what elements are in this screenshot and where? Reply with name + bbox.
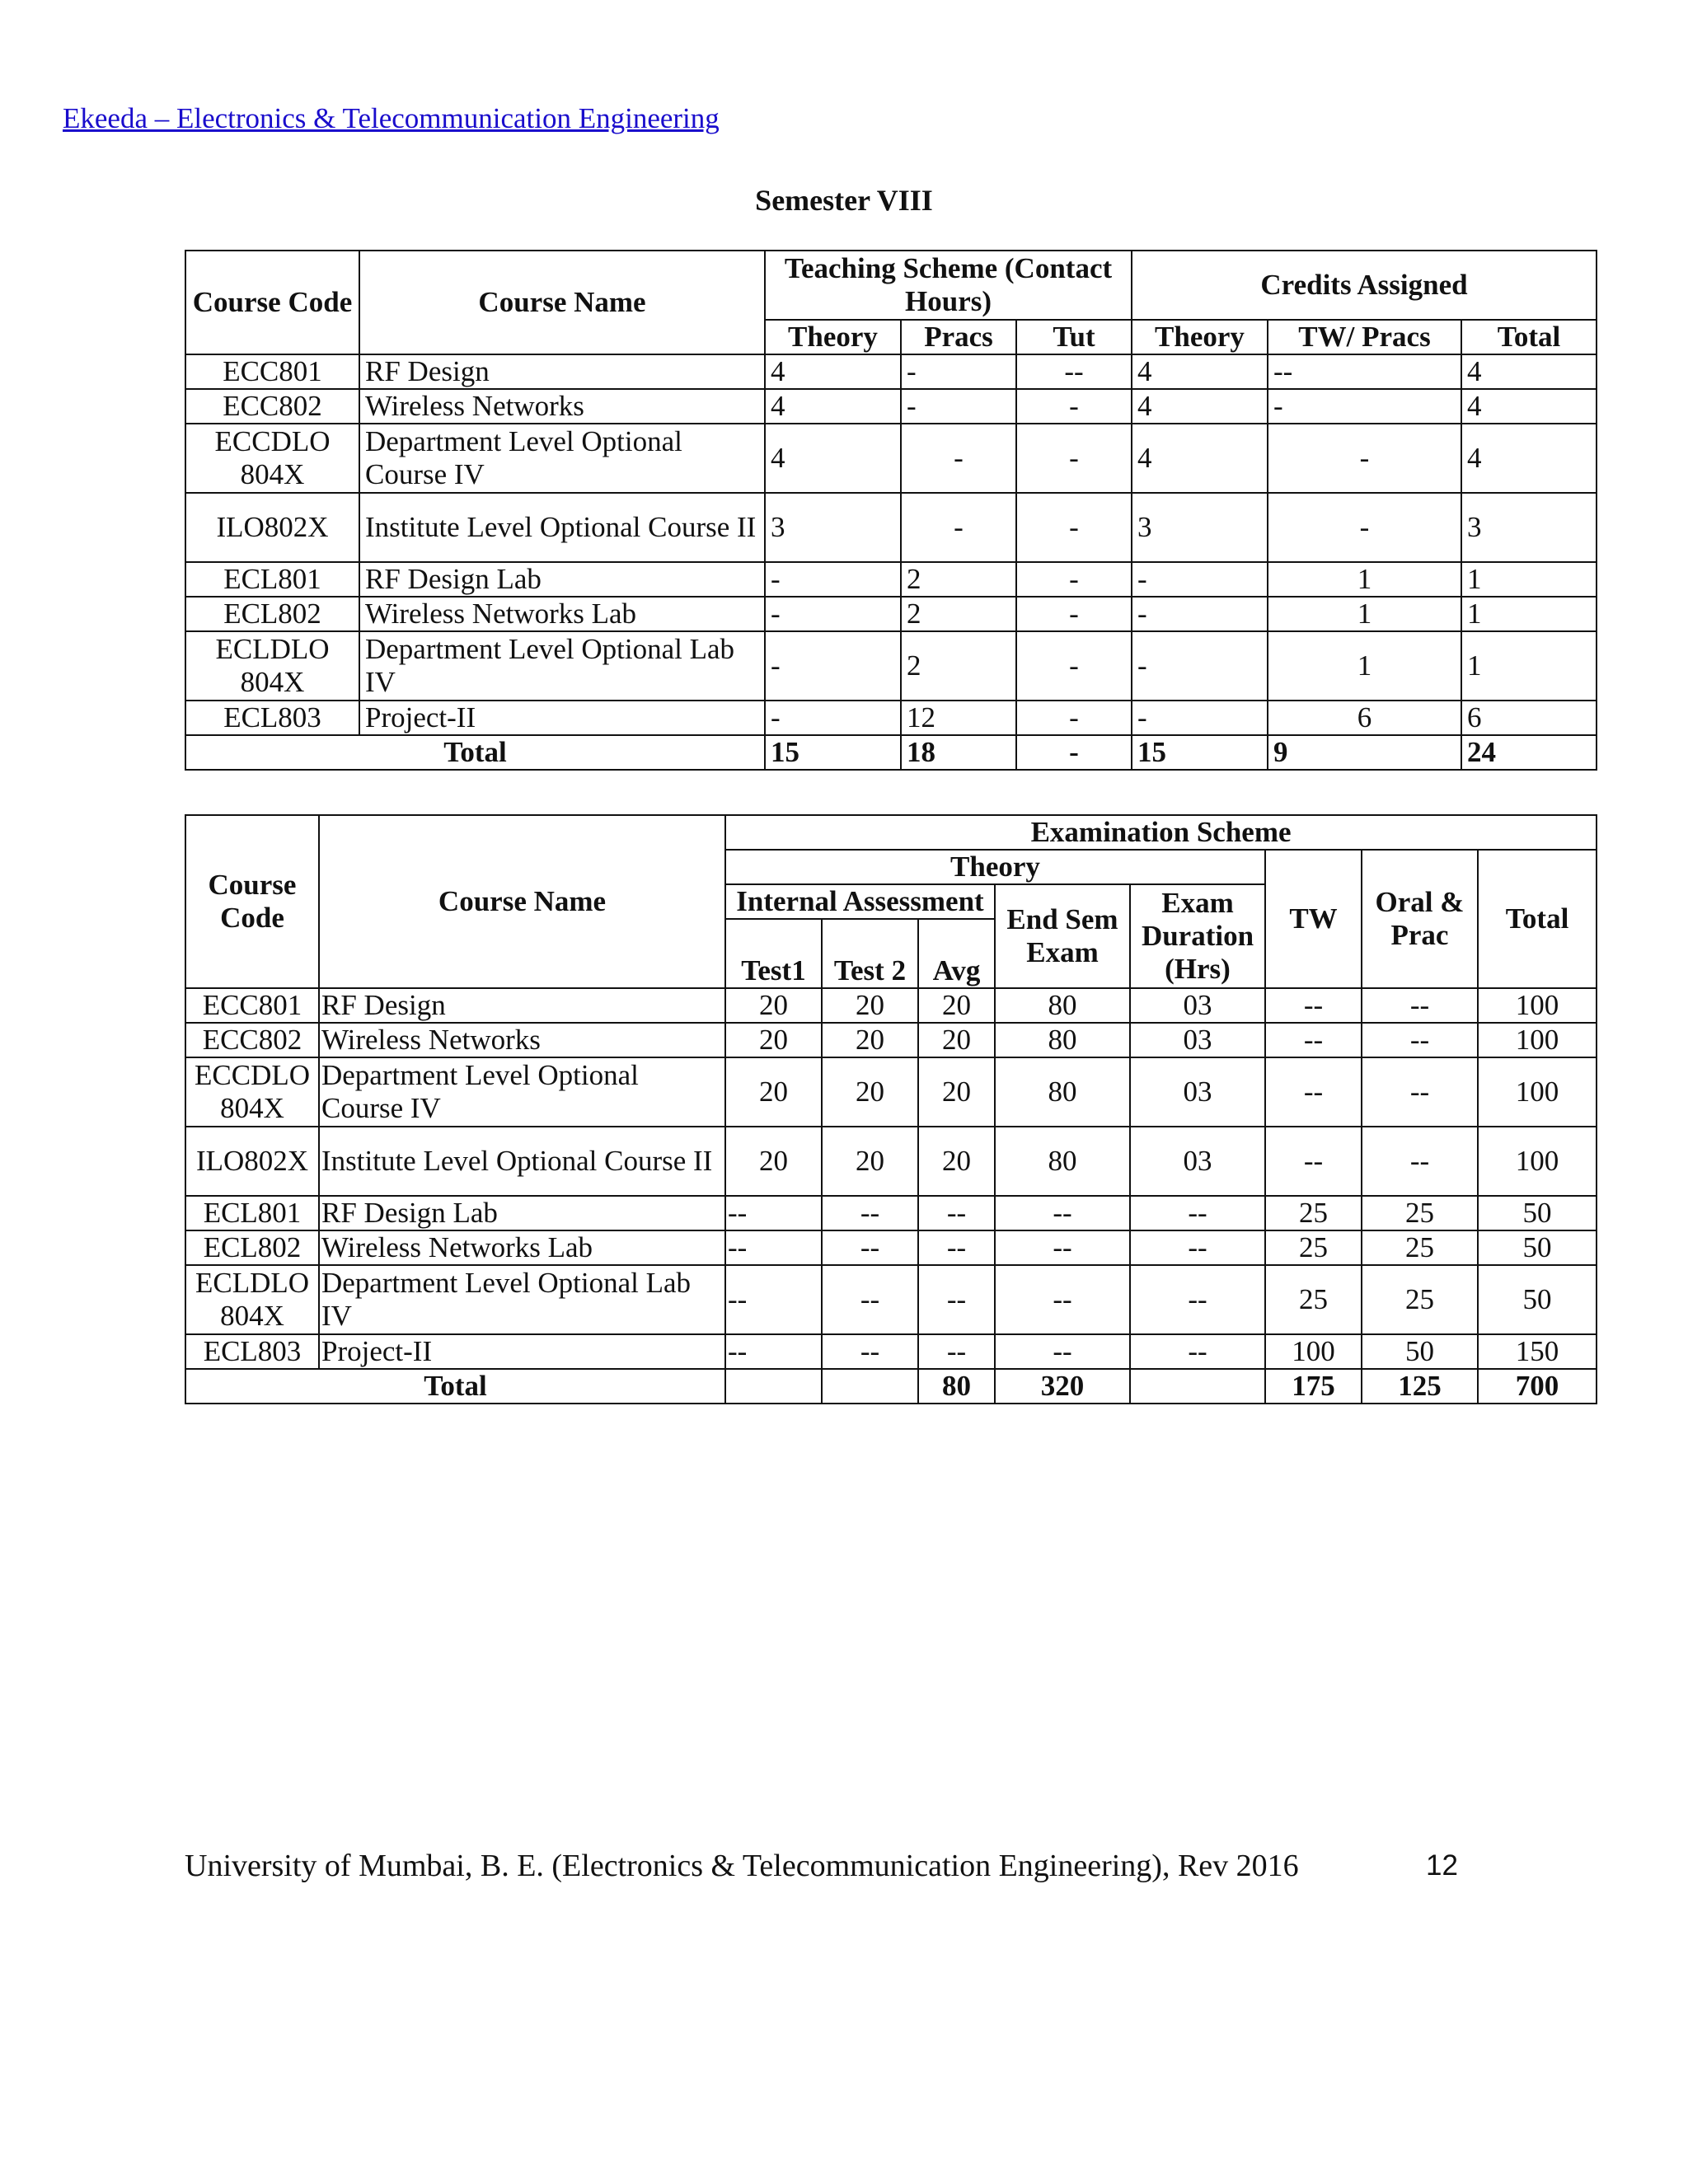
course-name: Department Level Optional Lab IV [359, 631, 765, 701]
credit-total: 3 [1461, 493, 1597, 562]
end-sem-exam: -- [995, 1230, 1130, 1265]
tw: -- [1265, 1057, 1362, 1127]
avg: 20 [918, 988, 995, 1023]
total-test1 [725, 1369, 822, 1404]
course-code: ECL803 [185, 1334, 319, 1369]
table-row [185, 1230, 1597, 1265]
exam-header-avg: Avg [918, 919, 995, 988]
tw: -- [1265, 1023, 1362, 1057]
end-sem-exam: 80 [995, 1057, 1130, 1127]
course-name: Institute Level Optional Course II [319, 1127, 725, 1196]
credit-total: 6 [1461, 701, 1597, 735]
test1: 20 [725, 1023, 822, 1057]
test1: -- [725, 1334, 822, 1369]
table-row [185, 988, 1597, 1023]
exam-duration: 03 [1130, 1057, 1265, 1127]
tut-hours: - [1016, 597, 1132, 631]
header-total: Total [1461, 320, 1597, 354]
end-sem-exam: -- [995, 1334, 1130, 1369]
header-course-code: Course Code [185, 251, 359, 354]
table-row [185, 1057, 1597, 1127]
total-tw: 175 [1265, 1369, 1362, 1404]
total-oral-prac: 125 [1362, 1369, 1478, 1404]
total-label: Total [185, 735, 765, 770]
exam-duration: -- [1130, 1265, 1265, 1334]
tw: 100 [1265, 1334, 1362, 1369]
course-code: ECC802 [185, 1023, 319, 1057]
exam-header-end-sem-exam: End Sem Exam [995, 884, 1130, 988]
exam-duration: 03 [1130, 988, 1265, 1023]
end-sem-exam: 80 [995, 1023, 1130, 1057]
course-code: ECL801 [185, 562, 359, 597]
theory-hours: - [765, 562, 901, 597]
theory-hours: - [765, 631, 901, 701]
exam-duration: -- [1130, 1230, 1265, 1265]
tut-hours: - [1016, 701, 1132, 735]
exam-header-oral-prac: Oral & Prac [1362, 850, 1478, 988]
total-avg: 80 [918, 1369, 995, 1404]
course-code: ILO802X [185, 1127, 319, 1196]
header-credits-assigned: Credits Assigned [1132, 251, 1597, 320]
pracs-hours: - [901, 424, 1016, 493]
avg: -- [918, 1265, 995, 1334]
course-name: Wireless Networks [319, 1023, 725, 1057]
total-pracs: 18 [901, 735, 1016, 770]
credit-tw-pracs: 1 [1268, 562, 1461, 597]
credit-tw-pracs: - [1268, 424, 1461, 493]
course-name: RF Design [359, 354, 765, 389]
total: 100 [1478, 1057, 1597, 1127]
exam-header-test2: Test 2 [822, 919, 918, 988]
course-code: ECC801 [185, 354, 359, 389]
page-number: 12 [1426, 1849, 1458, 1882]
course-code: ECC801 [185, 988, 319, 1023]
theory-hours: - [765, 597, 901, 631]
course-name: Department Level Optional Lab IV [319, 1265, 725, 1334]
teaching-scheme-table [185, 250, 1597, 771]
table-row [185, 631, 1597, 701]
end-sem-exam: 80 [995, 988, 1130, 1023]
credit-total: 4 [1461, 389, 1597, 424]
tw: -- [1265, 988, 1362, 1023]
exam-header-tw: TW [1265, 850, 1362, 988]
exam-header-examination-scheme: Examination Scheme [725, 815, 1597, 850]
test2: 20 [822, 1023, 918, 1057]
exam-header-total: Total [1478, 850, 1597, 988]
total-test2 [822, 1369, 918, 1404]
theory-hours: 4 [765, 354, 901, 389]
course-name: Wireless Networks Lab [359, 597, 765, 631]
pracs-hours: 2 [901, 597, 1016, 631]
exam-header-theory: Theory [725, 850, 1265, 884]
pracs-hours: - [901, 493, 1016, 562]
test2: -- [822, 1265, 918, 1334]
course-name: Department Level Optional Course IV [359, 424, 765, 493]
course-code: ECL801 [185, 1196, 319, 1230]
tw: 25 [1265, 1265, 1362, 1334]
total-end-sem-exam: 320 [995, 1369, 1130, 1404]
end-sem-exam: -- [995, 1265, 1130, 1334]
tw: -- [1265, 1127, 1362, 1196]
course-code: ECL802 [185, 1230, 319, 1265]
course-name: Department Level Optional Course IV [319, 1057, 725, 1127]
footer-text: University of Mumbai, B. E. (Electronics & Telecommunication Engineering), Rev 2016 [185, 1849, 1299, 1883]
header-tut: Tut [1016, 320, 1132, 354]
table-row [185, 1023, 1597, 1057]
total: 100 [1478, 1023, 1597, 1057]
total-credit-tw-pracs: 9 [1268, 735, 1461, 770]
total-exam-duration [1130, 1369, 1265, 1404]
oral-prac: -- [1362, 1057, 1478, 1127]
pracs-hours: 2 [901, 631, 1016, 701]
course-name: Wireless Networks [359, 389, 765, 424]
theory-hours: 4 [765, 424, 901, 493]
oral-prac: -- [1362, 988, 1478, 1023]
test1: -- [725, 1230, 822, 1265]
course-code: ECCDLO 804X [185, 1057, 319, 1127]
total-theory: 15 [765, 735, 901, 770]
theory-hours: - [765, 701, 901, 735]
oral-prac: -- [1362, 1127, 1478, 1196]
credit-tw-pracs: 1 [1268, 631, 1461, 701]
header-credit-theory: Theory [1132, 320, 1268, 354]
total-total: 700 [1478, 1369, 1597, 1404]
course-name: RF Design Lab [319, 1196, 725, 1230]
test2: 20 [822, 1057, 918, 1127]
end-sem-exam: -- [995, 1196, 1130, 1230]
total: 50 [1478, 1265, 1597, 1334]
exam-duration: 03 [1130, 1023, 1265, 1057]
tw: 25 [1265, 1196, 1362, 1230]
header-theory: Theory [765, 320, 901, 354]
course-name: Project-II [319, 1334, 725, 1369]
avg: 20 [918, 1057, 995, 1127]
header-teaching-scheme: Teaching Scheme (Contact Hours) [765, 251, 1132, 320]
course-name: Wireless Networks Lab [319, 1230, 725, 1265]
table-row [185, 354, 1597, 389]
oral-prac: 25 [1362, 1196, 1478, 1230]
credit-total: 4 [1461, 424, 1597, 493]
table-row [185, 1196, 1597, 1230]
course-code: ILO802X [185, 493, 359, 562]
credit-tw-pracs: 6 [1268, 701, 1461, 735]
avg: 20 [918, 1023, 995, 1057]
table-row [185, 1334, 1597, 1369]
total: 50 [1478, 1230, 1597, 1265]
credit-theory: 4 [1132, 424, 1268, 493]
credit-theory: - [1132, 701, 1268, 735]
avg: -- [918, 1196, 995, 1230]
test1: -- [725, 1265, 822, 1334]
credit-tw-pracs: - [1268, 389, 1461, 424]
table-row [185, 701, 1597, 735]
credit-tw-pracs: -- [1268, 354, 1461, 389]
course-code: ECL803 [185, 701, 359, 735]
total: 150 [1478, 1334, 1597, 1369]
test2: 20 [822, 988, 918, 1023]
total-credit-total: 24 [1461, 735, 1597, 770]
credit-tw-pracs: 1 [1268, 597, 1461, 631]
tut-hours: -- [1016, 354, 1132, 389]
course-code: ECLDLO 804X [185, 1265, 319, 1334]
table-row [185, 1265, 1597, 1334]
pracs-hours: 12 [901, 701, 1016, 735]
table-row [185, 597, 1597, 631]
total-row [185, 1369, 1597, 1404]
credit-total: 1 [1461, 597, 1597, 631]
tw: 25 [1265, 1230, 1362, 1265]
test2: -- [822, 1334, 918, 1369]
test1: 20 [725, 1127, 822, 1196]
course-code: ECL802 [185, 597, 359, 631]
exam-header-test1: Test1 [725, 919, 822, 988]
exam-duration: 03 [1130, 1127, 1265, 1196]
credit-total: 4 [1461, 354, 1597, 389]
test2: -- [822, 1230, 918, 1265]
header-link[interactable]: Ekeeda – Electronics & Telecommunication Engineering [63, 102, 720, 134]
test2: -- [822, 1196, 918, 1230]
test2: 20 [822, 1127, 918, 1196]
course-code: ECCDLO 804X [185, 424, 359, 493]
test1: -- [725, 1196, 822, 1230]
header-pracs: Pracs [901, 320, 1016, 354]
course-name: Project-II [359, 701, 765, 735]
oral-prac: 25 [1362, 1230, 1478, 1265]
total-tut: - [1016, 735, 1132, 770]
total: 50 [1478, 1196, 1597, 1230]
course-name: RF Design Lab [359, 562, 765, 597]
tut-hours: - [1016, 493, 1132, 562]
examination-scheme-table [185, 814, 1597, 1404]
table-row [185, 424, 1597, 493]
course-code: ECC802 [185, 389, 359, 424]
oral-prac: 25 [1362, 1265, 1478, 1334]
header-course-name: Course Name [359, 251, 765, 354]
table-row [185, 562, 1597, 597]
avg: 20 [918, 1127, 995, 1196]
avg: -- [918, 1230, 995, 1265]
credit-theory: 4 [1132, 389, 1268, 424]
credit-total: 1 [1461, 631, 1597, 701]
credit-tw-pracs: - [1268, 493, 1461, 562]
oral-prac: -- [1362, 1023, 1478, 1057]
theory-hours: 4 [765, 389, 901, 424]
total: 100 [1478, 988, 1597, 1023]
credit-theory: - [1132, 562, 1268, 597]
tut-hours: - [1016, 562, 1132, 597]
exam-duration: -- [1130, 1334, 1265, 1369]
pracs-hours: - [901, 389, 1016, 424]
oral-prac: 50 [1362, 1334, 1478, 1369]
course-code: ECLDLO 804X [185, 631, 359, 701]
tut-hours: - [1016, 424, 1132, 493]
course-name: Institute Level Optional Course II [359, 493, 765, 562]
semester-title: Semester VIII [755, 184, 933, 217]
credit-theory: - [1132, 597, 1268, 631]
course-name: RF Design [319, 988, 725, 1023]
exam-header-exam-duration: Exam Duration (Hrs) [1130, 884, 1265, 988]
exam-header-internal-assessment: Internal Assessment [725, 884, 995, 919]
tut-hours: - [1016, 389, 1132, 424]
table-row [185, 389, 1597, 424]
tut-hours: - [1016, 631, 1132, 701]
credit-theory: 3 [1132, 493, 1268, 562]
total-row [185, 735, 1597, 770]
credit-theory: 4 [1132, 354, 1268, 389]
exam-header-course-code: Course Code [185, 815, 319, 988]
table-row [185, 493, 1597, 562]
credit-total: 1 [1461, 562, 1597, 597]
theory-hours: 3 [765, 493, 901, 562]
credit-theory: - [1132, 631, 1268, 701]
pracs-hours: 2 [901, 562, 1016, 597]
end-sem-exam: 80 [995, 1127, 1130, 1196]
avg: -- [918, 1334, 995, 1369]
total: 100 [1478, 1127, 1597, 1196]
test1: 20 [725, 1057, 822, 1127]
total-credit-theory: 15 [1132, 735, 1268, 770]
table-row [185, 1127, 1597, 1196]
pracs-hours: - [901, 354, 1016, 389]
exam-header-course-name: Course Name [319, 815, 725, 988]
total-label: Total [185, 1369, 725, 1404]
test1: 20 [725, 988, 822, 1023]
exam-duration: -- [1130, 1196, 1265, 1230]
header-tw-pracs: TW/ Pracs [1268, 320, 1461, 354]
